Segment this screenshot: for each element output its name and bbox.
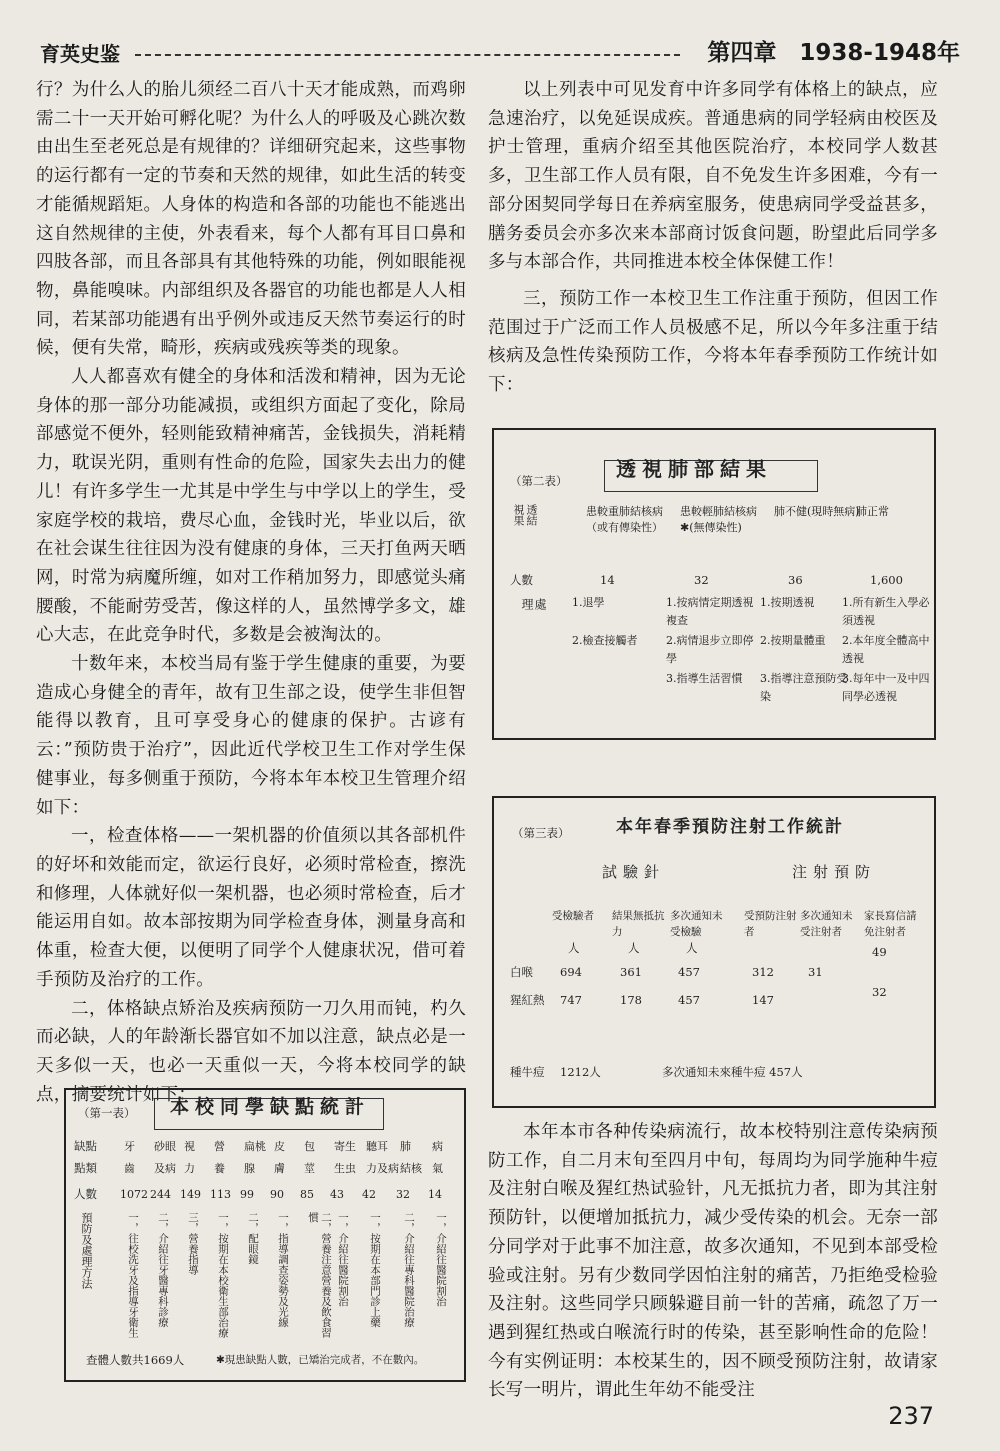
column-header: 多次通知未受注射者: [800, 910, 853, 938]
defect-count: 43: [330, 1188, 344, 1201]
paragraph: 人人都喜欢有健全的身体和活泼和精神，因为无论身体的那一部分功能减损，或组织方面起了变化，除局部感觉不便外，轻则能致精神痛苦，金钱损失，消耗精力，耽误光阴，重则有性命的危险，国家失去出力的健儿！有许多学生一尤其是中学生与中学以上的学生，受家庭学校的栽培，费尽心血，金钱时光，毕业以后，欲在社会谋生往往因为没有健康的身体，三天打鱼两天晒网，时常为病魔所缠，如对工作稍加努力，即感觉头痛腰酸，不能耐劳受苦，像这样的人，虽然博学多文，雄心大志，在此竞争时代，多数是会被淘汰的。: [36, 367, 466, 646]
count-value: 36: [788, 573, 803, 587]
method-item: 1.所有新生入學必須透視: [842, 596, 930, 627]
defect-count: 99: [240, 1188, 254, 1201]
method-item: 3.指導生活習慣: [666, 672, 743, 685]
method-item: 2.本年度全體高中透視: [842, 634, 930, 665]
defect-method: 二，介紹往專科醫院治療: [403, 1212, 415, 1328]
defect-name: 皮: [274, 1140, 285, 1153]
defect-name: 聽耳: [366, 1140, 388, 1153]
value-cell: 49: [872, 945, 887, 959]
row-label: 猩紅熱: [510, 993, 545, 1007]
row-label-count: 人數: [510, 573, 533, 587]
paragraph: 一，检查体格——一架机器的价值须以其各部机件的好坏和效能而定，欲运行良好，必须时常检查，擦洗和修理，人体就好似一架机器，也必须时常检查，后才能运用自如。故本部按期为同学检查身体，测量身高和体重，检查大便，以便明了同学个人健康状况，借可着手预防及治疗的工作。: [36, 826, 466, 990]
defect-count: 42: [362, 1188, 376, 1201]
value-cell: 147: [752, 993, 774, 1007]
table-footnote: ✱現患缺點人數，已矯治完成者，不在數內。: [216, 1354, 425, 1366]
defect-type: 氣: [432, 1162, 443, 1175]
column-header: 患較重肺結核病（或有傳染性）: [586, 505, 663, 534]
defect-name: 牙: [124, 1140, 135, 1153]
value-cell: 457: [678, 965, 700, 979]
defect-type: 齒: [124, 1162, 135, 1175]
defect-type: 力及病: [366, 1162, 399, 1175]
table-title: 本年春季預防注射工作統計: [616, 817, 844, 837]
defect-method: 一，介紹往醫院割治: [435, 1212, 447, 1307]
row-label-type: 點類: [74, 1161, 97, 1175]
paragraph: 二，体格缺点矫治及疾病预防一刀久用而钝，杓久而必缺，人的年龄渐长器官如不加以注意，缺点必是一天多似一天，也必一天重似一天，今将本校同学的缺点，摘要统计如下：: [36, 998, 466, 1105]
defect-method: 一，指導調查姿勢及光線: [277, 1212, 289, 1328]
column-header: 患較輕肺結核病✱(無傳染性): [680, 505, 757, 534]
section-prevention: 注射預防: [792, 863, 877, 881]
defect-type: 養: [214, 1162, 225, 1175]
unit-label: 人: [628, 941, 640, 955]
value-cell: 31: [808, 965, 823, 979]
page-number: 237: [888, 1402, 934, 1430]
method-item: 1.按病情定期透視複查: [666, 596, 754, 627]
method-item: 2.檢查接觸者: [572, 634, 638, 647]
defect-count: 244: [150, 1188, 171, 1201]
defect-count: 32: [396, 1188, 410, 1201]
column-header: 肺不健(現時無病): [774, 505, 860, 518]
method-item: 3.指導注意預防受染: [760, 672, 848, 703]
row-label-defect: 缺點: [74, 1139, 97, 1153]
defect-type: 結核: [400, 1162, 422, 1175]
row-label: 白喉: [510, 965, 533, 979]
unit-label: 人: [568, 941, 580, 955]
defect-count: 85: [300, 1188, 314, 1201]
defect-count: 149: [180, 1188, 201, 1201]
header-label: 透結視果: [512, 504, 538, 526]
row-label-count: 人數: [74, 1187, 97, 1201]
right-column-bottom: [488, 1118, 938, 1405]
left-column: [36, 76, 466, 1109]
defect-type: 腺: [244, 1162, 255, 1175]
defect-count: 14: [428, 1188, 442, 1201]
chapter-title: 第四章 1938-1948年: [707, 40, 960, 66]
method-item: 1.按期透視: [760, 596, 815, 609]
defect-count: 113: [210, 1188, 231, 1201]
defect-type: 生虫: [334, 1162, 356, 1175]
defect-name: 視: [184, 1140, 195, 1153]
table-title: 本校同學缺點統計: [170, 1096, 371, 1118]
value-cell: 361: [620, 965, 642, 979]
count-value: 32: [694, 573, 709, 587]
defect-name: 砂眼: [154, 1140, 176, 1153]
table-number: （第三表）: [512, 826, 570, 840]
row-label-method: 預防及處理方法: [80, 1212, 93, 1289]
defect-name: 扁桃: [244, 1140, 266, 1153]
column-header: 受預防注射者: [744, 910, 797, 938]
paragraph: 以上列表中可见发育中许多同学有体格上的缺点，应急速治疗，以免延误成疾。普通患病的同学轻病由校医及护士管理，重病介绍至其他医院治疗，本校同学人数甚多，卫生部工作人员有限，自不免发生许多困难，今有一部分困契同学每日在养病室服务，使患病同学受益甚多，膳务委员会亦多次来本部商讨饭食问题，盼望此后同学多多与本部合作，共同推进本校全体保健工作！: [488, 80, 938, 273]
row-label-method: 處理: [520, 598, 547, 640]
value-cell: 747: [560, 993, 582, 1007]
defect-type: 莖: [304, 1162, 315, 1175]
table-1-defects: [64, 1088, 466, 1382]
value-cell: 178: [620, 993, 642, 1007]
method-item: 2.按期量體重: [760, 634, 826, 647]
defect-type: 膚: [274, 1162, 285, 1175]
vaccine-label: 種牛痘: [510, 1065, 545, 1079]
running-header: [40, 30, 960, 70]
count-value: 1,600: [870, 573, 903, 587]
table-title: 透視肺部結果: [616, 457, 772, 481]
paragraph: 行？为什么人的胎儿须经二百八十天才能成熟，而鸡卵需二十一天开始可孵化呢？为什么人的呼吸及心跳次数由出生至老死总是有规律的？详细研究起来，这些事物的运行都有一定的节奏和天然的规律，如此生活的转变才能循规蹈矩。人身体的构造和各部的功能也不能逃出这自然规律的主使，外表看来，每个人都有耳目口鼻和四肢各部，而且各部具有其他特殊的功能，例如眼能视物，鼻能嗅味。内部组织及各器官的功能也都是人人相同，若某部功能遇有出乎例外或违反天然节奏运行的时候，便有失常，畸形，疾病或残疾等类的现象。: [36, 80, 466, 359]
count-value: 14: [600, 573, 615, 587]
defect-type: 力: [184, 1162, 195, 1175]
defect-name: 寄生: [334, 1140, 356, 1153]
column-header: 受檢驗者: [552, 910, 594, 922]
defect-method: 一，按期在本校衛生部治療: [217, 1212, 229, 1338]
defect-count: 1072: [120, 1188, 148, 1201]
defect-type: 及病: [154, 1162, 176, 1175]
unit-label: 人: [686, 941, 698, 955]
right-column-top: [488, 76, 938, 400]
table-2-chest-xray: [492, 428, 936, 740]
defect-name: 肺: [400, 1140, 411, 1153]
defect-method: 一，按期在本部門診上藥: [369, 1212, 381, 1328]
value-cell: 32: [872, 985, 887, 999]
value-cell: 457: [678, 993, 700, 1007]
paragraph: 本年本市各种传染病流行，故本校特别注意传染病预防工作，自二月末旬至四月中旬，每周均为同学施种牛痘及注射白喉及猩红热试验针，凡无抵抗力者，即为其注射预防针，以便增加抵抗力，减少受传染的机会。无奈一部分同学对于此事不加注意，故多次通知，不见到本部受检验或注射。另有少数同学因怕注射的痛苦，乃拒绝受检验及注射。这些同学只顾躲避目前一针的苦痛，疏忽了万一遇到猩红热或白喉流行时的传染，甚至影响性命的危险！今有实例证明：本校某生的，因不顾受预防注射，故请家长写一明片，谓此生年幼不能受注: [488, 1122, 938, 1401]
defect-method: 二，營養注意營養及飲食習慣: [307, 1212, 332, 1338]
defect-name: 營: [214, 1140, 225, 1153]
header-rule: [135, 54, 680, 56]
table-number: （第二表）: [510, 474, 568, 488]
value-cell: 312: [752, 965, 774, 979]
section-test: 試驗針: [602, 863, 666, 881]
defect-method: 一，往校洗牙及指導牙衛生: [127, 1212, 139, 1338]
column-header: 家長寫信請免注射者: [864, 910, 917, 938]
table-3-vaccination: [492, 796, 936, 1108]
paragraph: 三，预防工作一本校卫生工作注重于预防，但因工作范围过于广泛而工作人员极感不足，所以今年多注重于结核病及急性传染预防工作，今将本年春季预防工作统计如下：: [488, 288, 938, 396]
column-header: 肺正常: [856, 505, 889, 518]
table-number: （第一表）: [78, 1106, 136, 1120]
book-title: 育英史鉴: [40, 42, 120, 66]
total-examined: 查體人數共1669人: [86, 1353, 185, 1367]
vaccine-note: 多次通知未來種牛痘 457人: [662, 1065, 803, 1079]
defect-name: 包: [304, 1140, 315, 1153]
column-header: 多次通知未受檢驗: [670, 910, 723, 938]
defect-method: 三，營養指導: [187, 1212, 199, 1275]
value-cell: 694: [560, 965, 582, 979]
defect-method: 二，介紹往牙醫專科診療: [157, 1212, 169, 1328]
defect-name: 病: [432, 1140, 443, 1153]
defect-method: 二，配眼鏡: [247, 1212, 259, 1265]
defect-count: 90: [270, 1188, 284, 1201]
method-item: 3.每年中一及中四同學必透視: [842, 672, 930, 703]
method-item: 2.病情退步立即停學: [666, 634, 754, 665]
paragraph: 十数年来，本校当局有鉴于学生健康的重要，为要造成心身健全的青年，故有卫生部之设，使学生非但智能得以教育，且可享受身心的健康的保护。古谚有云：”预防贵于治疗”，因此近代学校卫生工作对学生保健事业，每多侧重于预防，今将本年本校卫生管理介绍如下：: [36, 654, 466, 818]
column-header: 結果無抵抗力: [612, 910, 665, 938]
method-item: 1.退學: [572, 596, 605, 609]
defect-method: 一，介紹往醫院割治: [337, 1212, 349, 1307]
vaccine-count: 1212人: [560, 1065, 601, 1079]
